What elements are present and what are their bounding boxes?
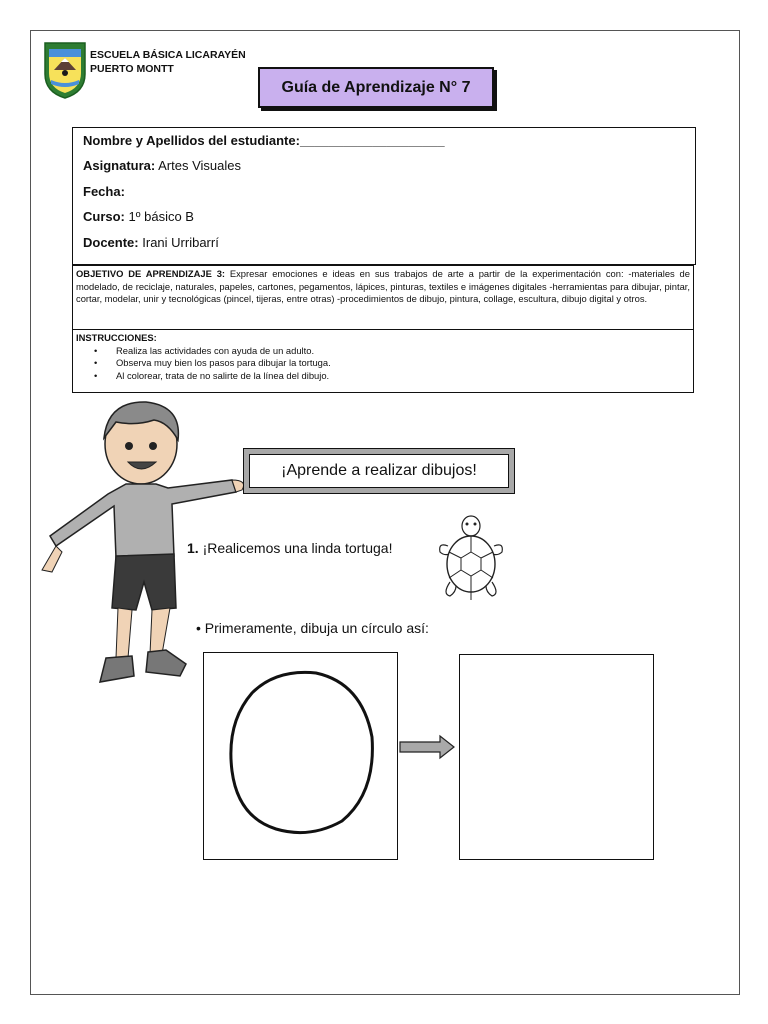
teacher-label: Docente: <box>83 235 139 250</box>
student-info-box <box>72 127 696 265</box>
learning-objective-box <box>72 265 694 330</box>
school-name <box>90 48 246 76</box>
guide-title: Guía de Aprendizaje N° 7 <box>258 67 494 108</box>
student-name-row <box>83 133 445 148</box>
objective-text: Expresar emociones e ideas en sus trabajos de arte a partir de la experimentación con: -materiales de modelado, de reciclaje, naturales, papeles, cartones, pegamentos, lápices, pinturas, textiles e imágenes digitales -herramientas para dibujar, pintar, cortar, modelar, unir y tecnológicas (pincel, tijeras, entre otras) -procedimientos de dibujo, pintura, collage, escultura, dibujo digital y otros. <box>76 268 690 304</box>
step-one <box>187 540 392 556</box>
subject-value: Artes Visuales <box>158 158 241 173</box>
example-drawing-box <box>203 652 398 860</box>
first-step-instruction: • Primeramente, dibuja un círculo así: <box>196 620 429 636</box>
banner-title: ¡Aprende a realizar dibujos! <box>249 454 509 488</box>
step-text: ¡Realicemos una linda tortuga! <box>202 540 393 556</box>
subject-row <box>83 158 241 173</box>
date-row <box>83 184 125 199</box>
arrow-right-icon <box>398 734 456 760</box>
turtle-drawing <box>436 512 506 604</box>
student-name-line: ____________________ <box>299 133 445 148</box>
teacher-value: Irani Urribarrí <box>142 235 219 250</box>
instruction-item: • Observa muy bien los pasos para dibujar la tortuga. <box>116 357 690 370</box>
school-name-line2: PUERTO MONTT <box>90 63 174 75</box>
instructions-list <box>76 345 690 383</box>
objective-label: OBJETIVO DE APRENDIZAJE 3: <box>76 268 226 279</box>
student-drawing-box[interactable] <box>459 654 654 860</box>
instruction-item: • Realiza las actividades con ayuda de un adulto. <box>116 345 690 358</box>
step-number: 1. <box>187 540 199 556</box>
school-crest-logo <box>42 40 88 100</box>
circle-drawing <box>204 653 397 859</box>
student-name-label: Nombre y Apellidos del estudiante: <box>83 133 300 148</box>
instructions-label: INSTRUCCIONES: <box>76 332 157 343</box>
subject-label: Asignatura: <box>83 158 156 173</box>
instructions-box <box>72 330 694 393</box>
teacher-row <box>83 235 219 250</box>
banner-frame <box>243 448 515 494</box>
course-row <box>83 209 194 224</box>
course-label: Curso: <box>83 209 125 224</box>
course-value: 1º básico B <box>128 209 194 224</box>
school-name-line1: ESCUELA BÁSICA LICARAYÉN <box>90 49 246 61</box>
date-label: Fecha: <box>83 184 125 199</box>
instruction-item: • Al colorear, trata de no salirte de la línea del dibujo. <box>116 370 690 383</box>
